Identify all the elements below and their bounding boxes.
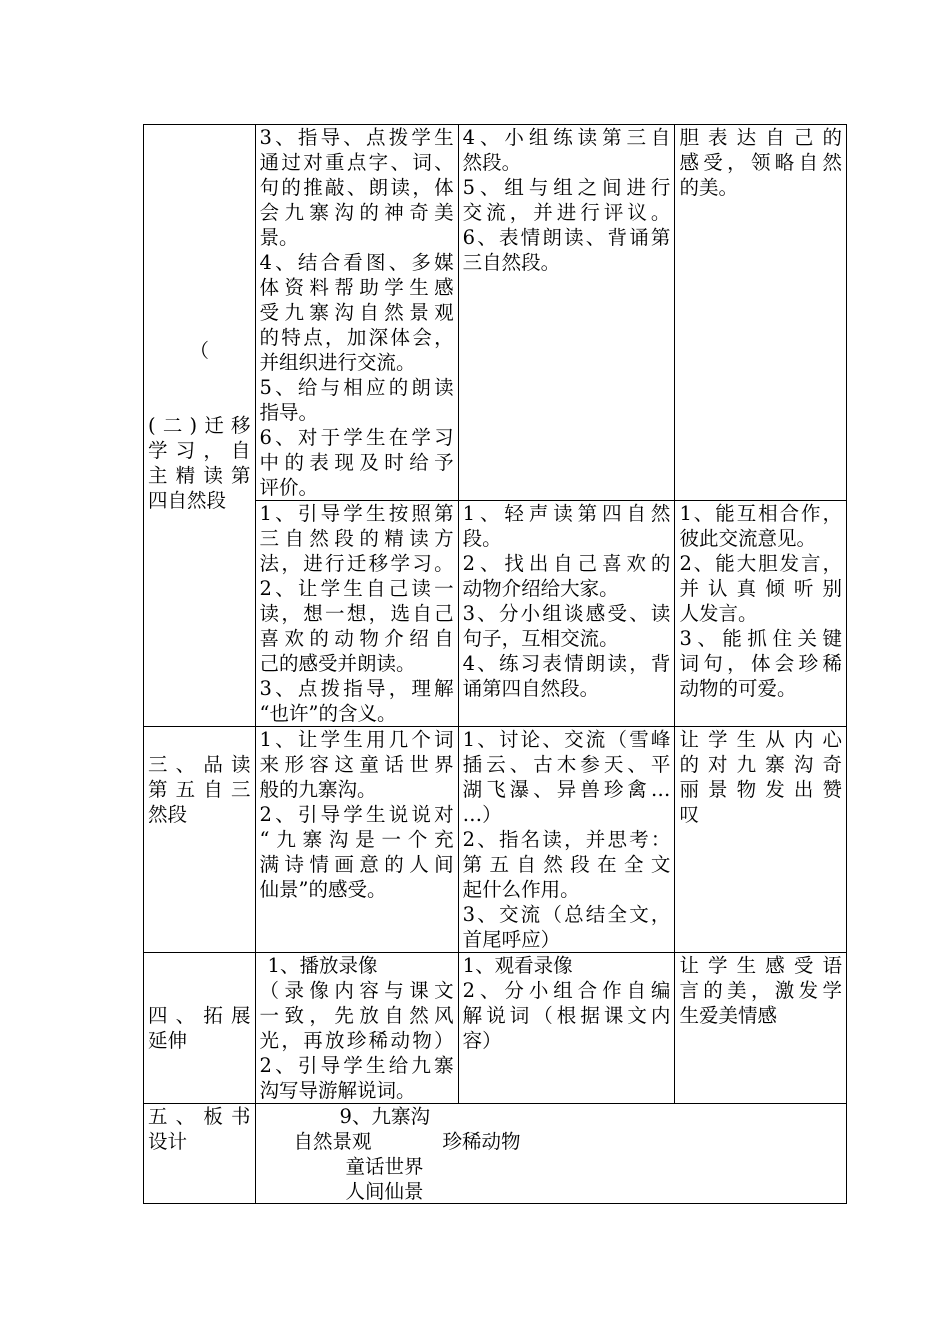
text-line: 满诗情画意的人间 <box>259 853 454 876</box>
text-line: 然段。 <box>462 151 522 174</box>
text-line: 句子，互相交流。 <box>462 627 619 650</box>
text-line: 指导。 <box>259 401 319 424</box>
stage-text: (二)迁移 <box>148 414 251 437</box>
text-line: 读，想一想，选自己 <box>259 602 454 625</box>
text-line: 起什么作用。 <box>462 878 580 901</box>
text-line: 言的美，激发学 <box>679 979 842 1002</box>
text-line: 并组织进行交流。 <box>259 351 416 374</box>
table-row <box>144 727 847 953</box>
text-line: 湖飞瀑、异兽珍禽… <box>462 778 671 801</box>
table-row <box>144 125 847 501</box>
goal-cell <box>675 953 847 1104</box>
text-line: 1、播放录像 <box>267 954 378 977</box>
text-line: 法，进行迁移学习。 <box>259 552 454 575</box>
text-line: 丽景物发出赞 <box>679 778 842 801</box>
text-line: 光，再放珍稀动物） <box>259 1029 454 1052</box>
text-line: 己的感受并朗读。 <box>259 652 416 675</box>
board-center-2: 人间仙景 <box>345 1180 424 1203</box>
text-line: 3、交流（总结全文， <box>462 903 671 926</box>
stage-text: 设计 <box>148 1130 188 1153</box>
text-line: 2、让学生自己读一 <box>259 577 454 600</box>
text-line: 生爱美情感 <box>679 1004 777 1027</box>
text-line: 的美。 <box>679 176 738 199</box>
stage-text: （ <box>189 339 210 362</box>
text-line: 首尾呼应） <box>462 928 561 951</box>
board-title: 9、九寨沟 <box>339 1105 430 1128</box>
text-line: 仙景”的感受。 <box>259 878 387 901</box>
board-center-1: 童话世界 <box>345 1155 424 1178</box>
text-line: 第五自然段在全文 <box>462 853 671 876</box>
text-line: …） <box>462 803 502 826</box>
text-line: 让学生感受语 <box>679 954 842 977</box>
stage-text: 四自然段 <box>148 489 227 512</box>
text-line: 2、引导学生说说对 <box>259 803 454 826</box>
text-line: 句的推敲、朗读，体 <box>259 176 454 199</box>
text-line: 来形容这童话世界 <box>259 753 454 776</box>
text-line: 2、能大胆发言， <box>679 552 842 575</box>
text-line: 3、能抓住关键 <box>679 627 842 650</box>
student-activity-cell <box>458 727 675 953</box>
text-line: 交流，并进行评议。 <box>462 201 671 224</box>
table-row <box>144 1104 847 1204</box>
goal-cell <box>675 501 847 727</box>
text-line: 中的表现及时给予 <box>259 451 454 474</box>
text-line: 动物介绍给大家。 <box>462 577 619 600</box>
text-line: 动物的可爱。 <box>679 677 797 700</box>
stage-cell-transfer <box>144 125 256 727</box>
text-line: 受九寨沟自然景观 <box>259 301 454 324</box>
text-line: 2、分小组合作自编 <box>462 979 671 1002</box>
text-line: 解说词（根据课文内 <box>462 1004 671 1027</box>
text-line: 胆表达自己的 <box>679 126 842 149</box>
text-line: 词句，体会珍稀 <box>679 652 842 675</box>
goal-cell <box>675 727 847 953</box>
text-line: 诵第四自然段。 <box>462 677 600 700</box>
text-line: 景。 <box>259 226 299 249</box>
table-row <box>144 953 847 1104</box>
stage-text: 三、品读 <box>148 753 251 776</box>
stage-text: 主精读第 <box>148 464 251 487</box>
text-line: 评价。 <box>259 476 319 499</box>
text-line: 体资料帮助学生感 <box>259 276 454 299</box>
text-line: 2、引导学生给九寨 <box>259 1054 454 1077</box>
student-activity-cell <box>458 953 675 1104</box>
text-line: 彼此交流意见。 <box>679 527 816 550</box>
stage-text: 然段 <box>148 803 188 826</box>
teacher-activity-cell <box>255 501 458 727</box>
student-activity-cell <box>458 125 675 501</box>
text-line: 4、练习表情朗读，背 <box>462 652 671 675</box>
text-line: 1、让学生用几个词 <box>259 728 454 751</box>
text-line: 般的九寨沟。 <box>259 778 377 801</box>
text-line: 段。 <box>462 527 502 550</box>
teacher-activity-cell <box>255 953 458 1104</box>
text-line: 的特点，加深体会， <box>259 326 454 349</box>
stage-text: 第五自三 <box>148 778 251 801</box>
text-line: 叹 <box>679 803 699 826</box>
text-line: 5、组与组之间进行 <box>462 176 671 199</box>
text-line: 6、对于学生在学习 <box>259 426 454 449</box>
stage-text: 四、拓展 <box>148 1004 251 1027</box>
stage-text: 延伸 <box>148 1029 188 1052</box>
text-line: “九寨沟是一个充 <box>259 828 454 851</box>
student-activity-cell <box>458 501 675 727</box>
text-line: 1、引导学生按照第 <box>259 502 454 525</box>
text-line: 2、找出自己喜欢的 <box>462 552 671 575</box>
text-line: 1、观看录像 <box>462 954 573 977</box>
text-line: 3、点拨指导，理解 <box>259 677 454 700</box>
text-line: 感受，领略自然 <box>679 151 842 174</box>
text-line: 容） <box>462 1029 502 1052</box>
text-line: 6、表情朗读、背诵第 <box>462 226 671 249</box>
text-line: 三自然段。 <box>462 251 561 274</box>
text-line: 通过对重点字、词、 <box>259 151 454 174</box>
board-right: 珍稀动物 <box>442 1130 521 1153</box>
text-line: 沟写导游解说词。 <box>259 1079 416 1102</box>
text-line: 三自然段的精读方 <box>259 527 454 550</box>
lesson-plan-table <box>143 124 847 1204</box>
text-line: 喜欢的动物介绍自 <box>259 627 454 650</box>
stage-text: 学习，自 <box>148 439 251 462</box>
stage-cell-extend <box>144 953 256 1104</box>
text-line: 插云、古木参天、平 <box>462 753 671 776</box>
text-line: 并认真倾听别 <box>679 577 842 600</box>
text-line: 的对九寨沟奇 <box>679 753 842 776</box>
stage-text: 五、板书 <box>148 1105 251 1128</box>
text-line: 4、小组练读第三自 <box>462 126 671 149</box>
stage-cell-read <box>144 727 256 953</box>
teacher-activity-cell <box>255 125 458 501</box>
text-line: 1、轻声读第四自然 <box>462 502 671 525</box>
text-line: 2、指名读，并思考： <box>462 828 671 851</box>
stage-cell-board <box>144 1104 256 1204</box>
board-left: 自然景观 <box>293 1130 372 1153</box>
text-line: （录像内容与课文 <box>259 979 454 1002</box>
text-line: 4、结合看图、多媒 <box>259 251 454 274</box>
text-line: 1、能互相合作， <box>679 502 842 525</box>
text-line: 让学生从内心 <box>679 728 842 751</box>
text-line: 一致，先放自然风 <box>259 1004 454 1027</box>
text-line: “也许”的含义。 <box>259 702 397 725</box>
board-design-cell <box>255 1104 846 1204</box>
teacher-activity-cell <box>255 727 458 953</box>
goal-cell <box>675 125 847 501</box>
text-line: 人发言。 <box>679 602 758 625</box>
text-line: 3、分小组谈感受、读 <box>462 602 671 625</box>
text-line: 1、讨论、交流（雪峰 <box>462 728 671 751</box>
text-line: 5、给与相应的朗读 <box>259 376 454 399</box>
text-line: 会九寨沟的神奇美 <box>259 201 454 224</box>
text-line: 3、指导、点拨学生 <box>259 126 454 149</box>
